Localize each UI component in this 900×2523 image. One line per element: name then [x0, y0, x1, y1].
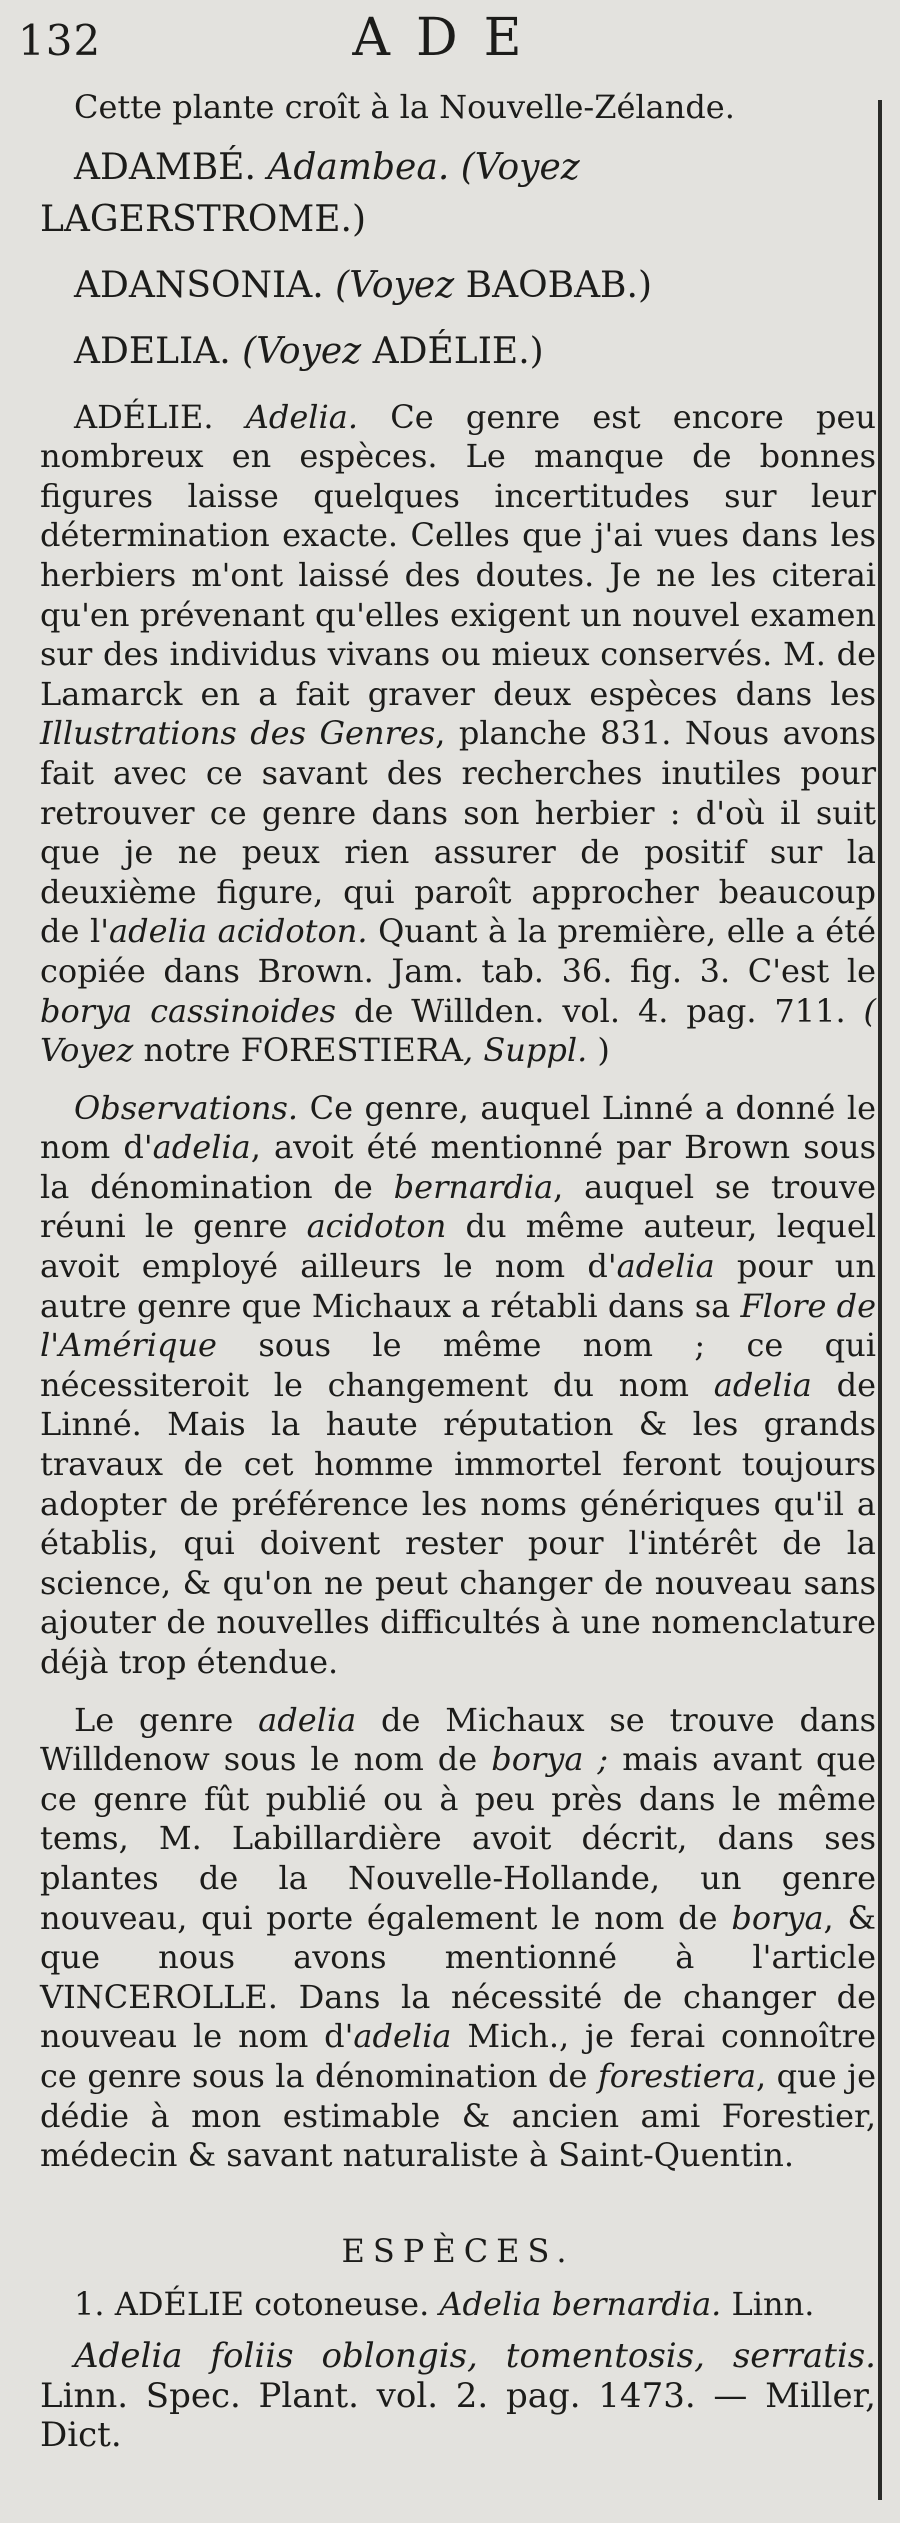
observations-paragraph: Observations. Ce genre, auquel Linné a donné le nom d'adelia, avoit été mentionné par Brown sous la dénomination de bernardia, auquel se trouve réuni le genre acidoton du même auteur, lequel avoit employé ailleurs le nom d'adelia pour un autre genre que Michaux a rétabli dans sa Flore de l'Amérique sous le même nom ; ce qui nécessiteroit le changement du nom adelia de Linné. Mais la haute réputation & les grands travaux de cet homme immortel feront toujours adopter de préférence les noms génériques qu'il a établis, qui doivent rester pour l'intérêt de la science, & qu'on ne peut changer de nouveau sans ajouter de nouvelles difficultés à une nomenclature déjà trop étendue.	[40, 1088, 877, 1681]
text-column	[40, 88, 876, 2456]
column-rule	[878, 100, 882, 2500]
running-header	[0, 8, 900, 72]
entry-adelie: ADÉLIE. Adelia. Ce genre est encore peu nombreux en espèces. Le manque de bonnes figures laisse quelques incertitudes sur leur détermination exacte. Celles que j'ai vues dans les herbiers m'ont laissé des doutes. Je ne les citerai qu'en prévenant qu'elles exigent un nouvel examen sur des individus vivans ou mieux conservés. M. de Lamarck en a fait graver deux espèces dans les Illustrations des Genres, planche 831. Nous avons fait avec ce savant des recherches inutiles pour retrouver ce genre dans son herbier : d'où il suit que je ne peux rien assurer de positif sur la deuxième figure, qui paroît approcher beaucoup de l'adelia acidoton. Quant à la première, elle a été copiée dans Brown. Jam. tab. 36. fig. 3. C'est le borya cassinoides de Willden. vol. 4. pag. 711. ( Voyez notre FORESTIERA, Suppl. )	[40, 397, 877, 1070]
entry-adansonia: ADANSONIA. (Voyez BAOBAB.)	[74, 264, 653, 306]
entry-adambe: ADAMBÉ. Adambea. (Voyez LAGERSTROME.)	[40, 146, 580, 240]
genre-paragraph: Le genre adelia de Michaux se trouve dans Willdenow sous le nom de borya ; mais avant que ce genre fût publié ou à peu près dans le même tems, M. Labillardière avoit décrit, dans ses plantes de la Nouvelle-Hollande, un genre nouveau, qui porte également le nom de borya, & que nous avons mentionné à l'article VINCEROLLE. Dans la nécessité de changer de nouveau le nom d'adelia Mich., je ferai connoître ce genre sous la dénomination de forestiera, que je dédie à mon estimable & ancien ami Forestier, médecin & savant naturaliste à Saint-Quentin.	[40, 1700, 877, 2175]
synonym-line: Adelia foliis oblongis, tomentosis, serratis. Linn. Spec. Plant. vol. 2. pag. 1473. — Miller, Dict.	[40, 2335, 876, 2456]
running-title: ADE	[352, 8, 548, 68]
especes-heading: ESPÈCES.	[341, 2231, 575, 2270]
entry-term: ADÉLIE.	[74, 397, 214, 436]
intro-line: Cette plante croît à la Nouvelle-Zélande.	[74, 88, 735, 126]
page-number: 132	[18, 16, 102, 65]
species-entry: 1. ADÉLIE cotoneuse. Adelia bernardia. Linn.	[74, 2285, 815, 2324]
entry-adelia: ADELIA. (Voyez ADÉLIE.)	[74, 330, 544, 372]
